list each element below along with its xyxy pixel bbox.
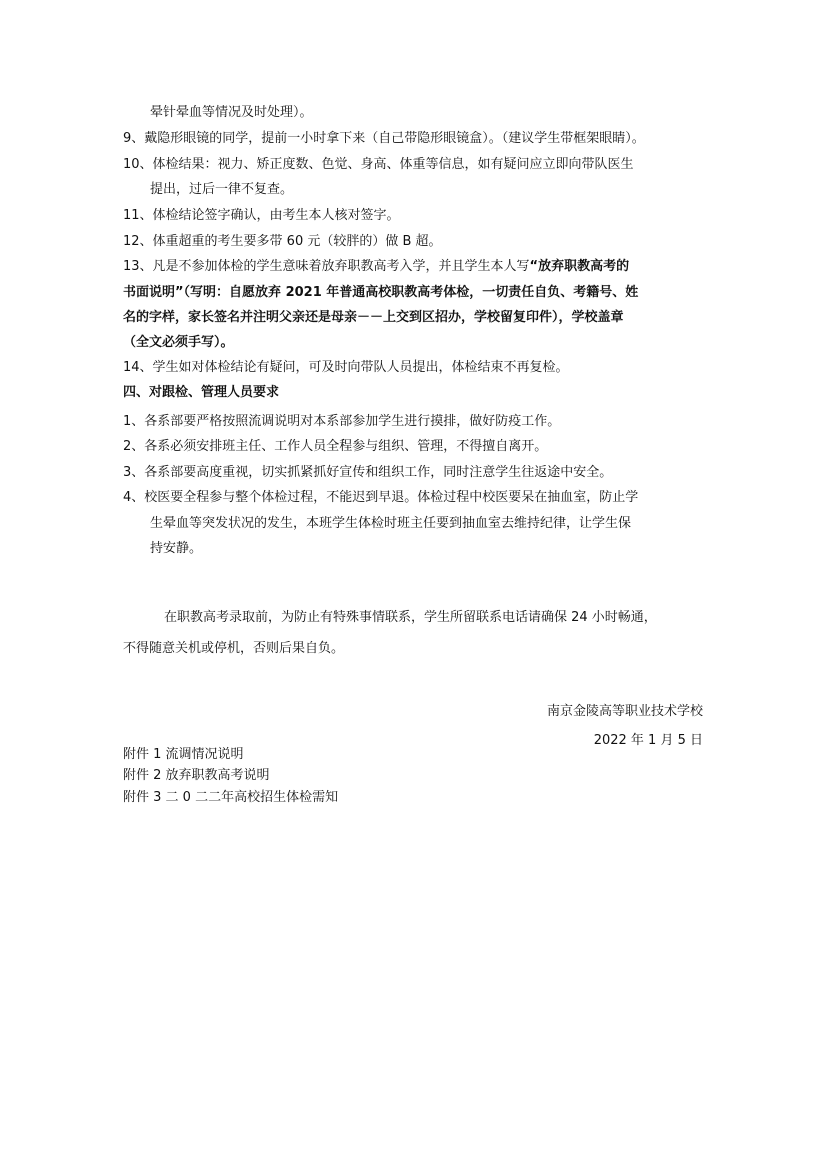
notice-line-2: 不得随意关机或停机，否则后果自负。 (123, 641, 345, 656)
item-8-continuation: 晕针晕血等情况及时处理）。 (150, 105, 313, 120)
requirement-4-line-3: 持安静。 (150, 541, 203, 556)
item-12: 12、体重超重的考生要多带 60 元（较胖的）做 B 超。 (123, 234, 442, 249)
item-13-line-3: 名的字样，家长签名并注明父亲还是母亲－－上交到区招办，学校留复印件），学校盖章 (123, 310, 624, 325)
item-13-line-1-bold: “放弃职教高考的 (529, 259, 630, 274)
item-13-line-4: （全文必须手写）。 (123, 335, 234, 350)
attachment-2: 附件 2 放弃职教高考说明 (123, 768, 270, 783)
attachment-1: 附件 1 流调情况说明 (123, 747, 244, 762)
item-13-line-2: 书面说明”（写明：自愿放弃 2021 年普通高校职教高考体检，一切责任自负、考籍号、姓 (123, 285, 639, 300)
requirement-3: 3、各系部要高度重视，切实抓紧抓好宣传和组织工作，同时注意学生往返途中安全。 (123, 465, 613, 480)
school-name: 南京金陵高等职业技术学校 (546, 704, 703, 719)
item-14: 14、学生如对体检结论有疑问，可及时向带队人员提出，体检结束不再复检。 (123, 360, 569, 375)
requirement-2: 2、各系必须安排班主任、工作人员全程参与组织、管理，不得擅自离开。 (123, 439, 548, 454)
notice-line-1: 在职教高考录取前，为防止有特殊事情联系，学生所留联系电话请确保 24 小时畅通， (164, 610, 657, 625)
item-9: 9、戴隐形眼镜的同学，提前一小时拿下来（自己带隐形眼镜盒）。（建议学生带框架眼睛）。 (123, 131, 645, 146)
section-4-heading: 四、对跟检、管理人员要求 (123, 385, 280, 400)
requirement-4-line-2: 生晕血等突发状况的发生，本班学生体检时班主任要到抽血室去维持纪律，让学生保 (150, 516, 632, 531)
item-11: 11、体检结论签字确认，由考生本人核对签字。 (123, 208, 400, 223)
requirement-1: 1、各系部要严格按照流调说明对本系部参加学生进行摸排，做好防疫工作。 (123, 414, 561, 429)
signature-date: 2022 年 1 月 5 日 (593, 733, 703, 748)
item-10-line-1: 10、体检结果：视力、矫正度数、色觉、身高、体重等信息，如有疑问应立即向带队医生 (123, 157, 634, 172)
item-13-line-1-plain: 13、凡是不参加体检的学生意味着放弃职教高考入学，并且学生本人写 (123, 259, 530, 274)
item-13-line-1 (123, 258, 629, 276)
attachment-3: 附件 3 二 0 二二年高校招生体检需知 (123, 790, 339, 805)
item-10-line-2: 提出，过后一律不复查。 (150, 182, 294, 197)
requirement-4-line-1: 4、校医要全程参与整个体检过程，不能迟到早退。体检过程中校医要呆在抽血室，防止学 (123, 490, 639, 505)
